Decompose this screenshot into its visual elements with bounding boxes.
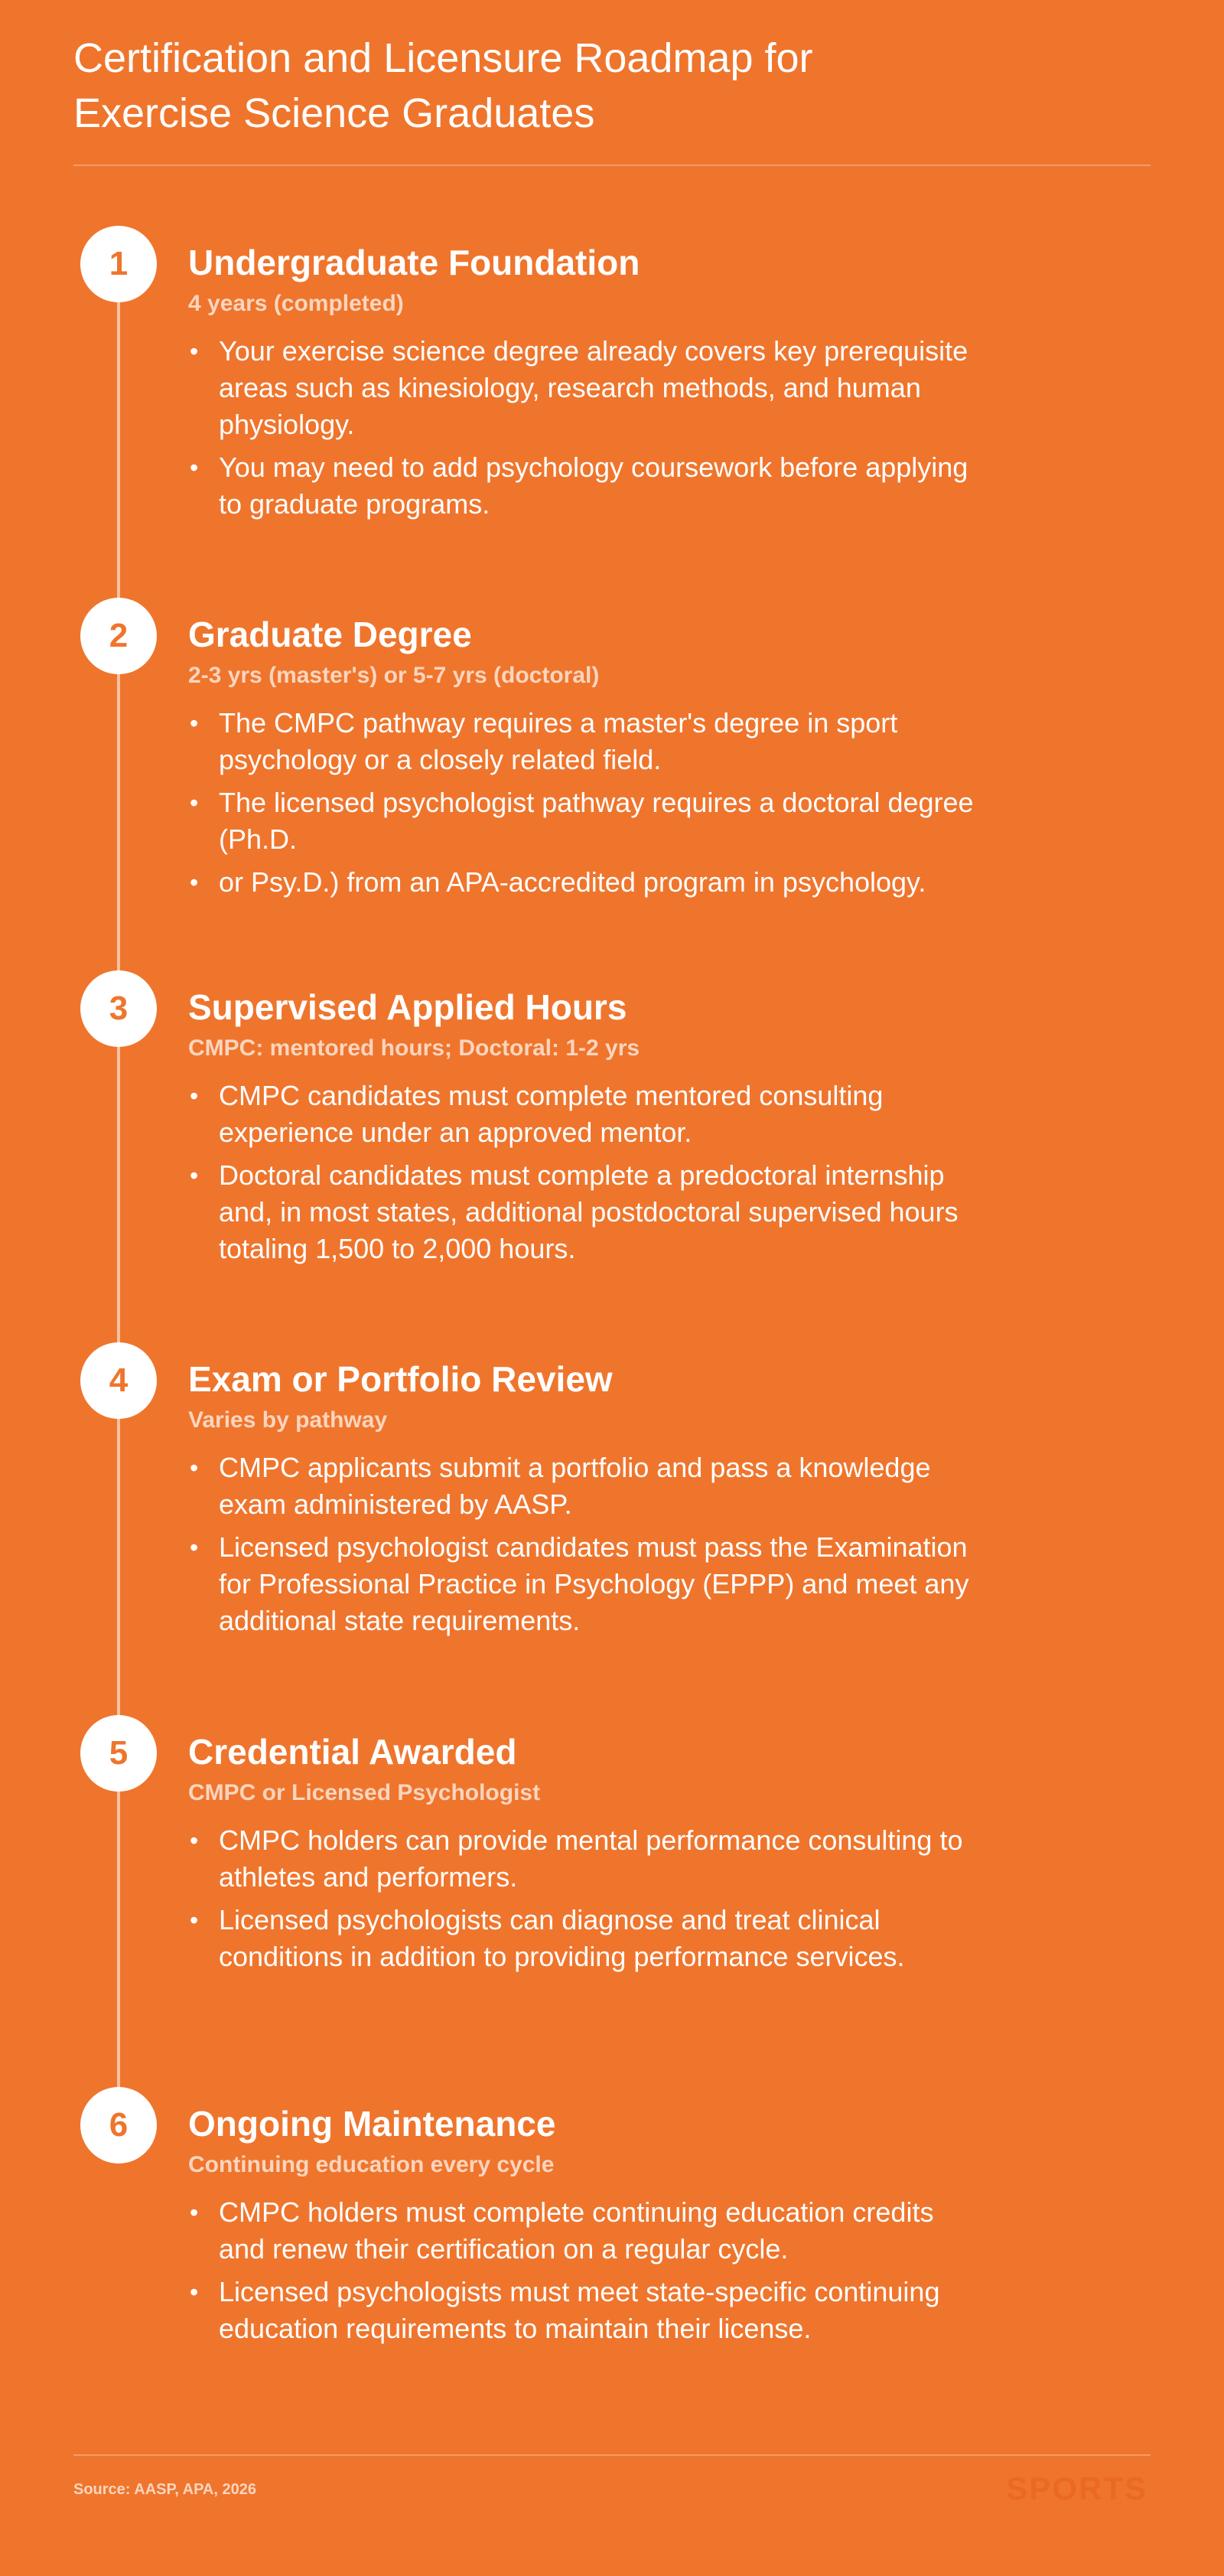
step-title: Exam or Portfolio Review	[188, 1359, 613, 1399]
step-bullet: • Licensed psychologists can diagnose and treat clinical conditions in addition to providing performance services.	[188, 1902, 984, 1975]
step-bullet: • CMPC holders can provide mental performance consulting to athletes and performers.	[188, 1822, 984, 1896]
timeline-line	[117, 264, 120, 2124]
page-title-line-1: Certification and Licensure Roadmap for	[73, 35, 813, 81]
step-bullet-list	[188, 333, 984, 529]
step-bullet: • The licensed psychologist pathway requires a doctoral degree (Ph.D.	[188, 784, 984, 858]
step-duration: CMPC or Licensed Psychologist	[188, 1780, 541, 1805]
step-bullet: • CMPC candidates must complete mentored consulting experience under an approved mentor.	[188, 1078, 984, 1151]
step-bullet: • or Psy.D.) from an APA-accredited program in psychology.	[188, 864, 984, 901]
step-bullet-list	[188, 1822, 984, 1981]
step-bullet: • CMPC holders must complete continuing education credits and renew their certification on a regular cycle.	[188, 2194, 984, 2268]
step-number-badge: 6	[80, 2087, 157, 2164]
step-title: Undergraduate Foundation	[188, 243, 640, 282]
step-number-badge: 5	[80, 1715, 157, 1792]
step-duration: Continuing education every cycle	[188, 2152, 555, 2177]
step-duration: CMPC: mentored hours; Doctoral: 1-2 yrs	[188, 1035, 640, 1061]
step-bullet: • Licensed psychologist candidates must pass the Examination for Professional Practice in Psychology (EPPP) and meet any additional state requirements.	[188, 1529, 984, 1639]
step-duration: Varies by pathway	[188, 1407, 388, 1433]
step-bullet: • You may need to add psychology coursework before applying to graduate programs.	[188, 449, 984, 523]
brand-logo	[994, 2470, 1148, 2507]
step-duration: 4 years (completed)	[188, 291, 404, 316]
step-title: Graduate Degree	[188, 615, 472, 654]
step-bullet: • Licensed psychologists must meet state-specific continuing education requirements to maintain their license.	[188, 2274, 984, 2347]
header-divider	[73, 165, 1151, 166]
step-bullet: • Doctoral candidates must complete a predoctoral internship and, in most states, additional postdoctoral supervised hours totaling 1,500 to 2,000 hours.	[188, 1157, 984, 1267]
step-bullet-list	[188, 1449, 984, 1645]
step-number-badge: 2	[80, 598, 157, 674]
step-number-badge: 3	[80, 970, 157, 1047]
step-bullet-list	[188, 2194, 984, 2353]
step-bullet-list	[188, 705, 984, 907]
step-title: Supervised Applied Hours	[188, 987, 627, 1027]
source-note: Source: AASP, APA, 2026	[73, 2481, 256, 2498]
brand-logo-text: SPORTS	[1006, 2470, 1148, 2506]
step-duration: 2-3 yrs (master's) or 5-7 yrs (doctoral)	[188, 663, 600, 688]
step-title: Ongoing Maintenance	[188, 2104, 556, 2144]
step-number-badge: 4	[80, 1342, 157, 1419]
step-bullet: • Your exercise science degree already covers key prerequisite areas such as kinesiology, research methods, and human physiology.	[188, 333, 984, 443]
step-bullet: • The CMPC pathway requires a master's degree in sport psychology or a closely related field.	[188, 705, 984, 778]
step-number-badge: 1	[80, 226, 157, 302]
footer-divider	[73, 2454, 1151, 2456]
page-title	[73, 31, 991, 141]
step-bullet: • CMPC applicants submit a portfolio and pass a knowledge exam administered by AASP.	[188, 1449, 984, 1523]
page-title-line-2: Exercise Science Graduates	[73, 90, 595, 136]
step-title: Credential Awarded	[188, 1732, 517, 1772]
step-bullet-list	[188, 1078, 984, 1273]
